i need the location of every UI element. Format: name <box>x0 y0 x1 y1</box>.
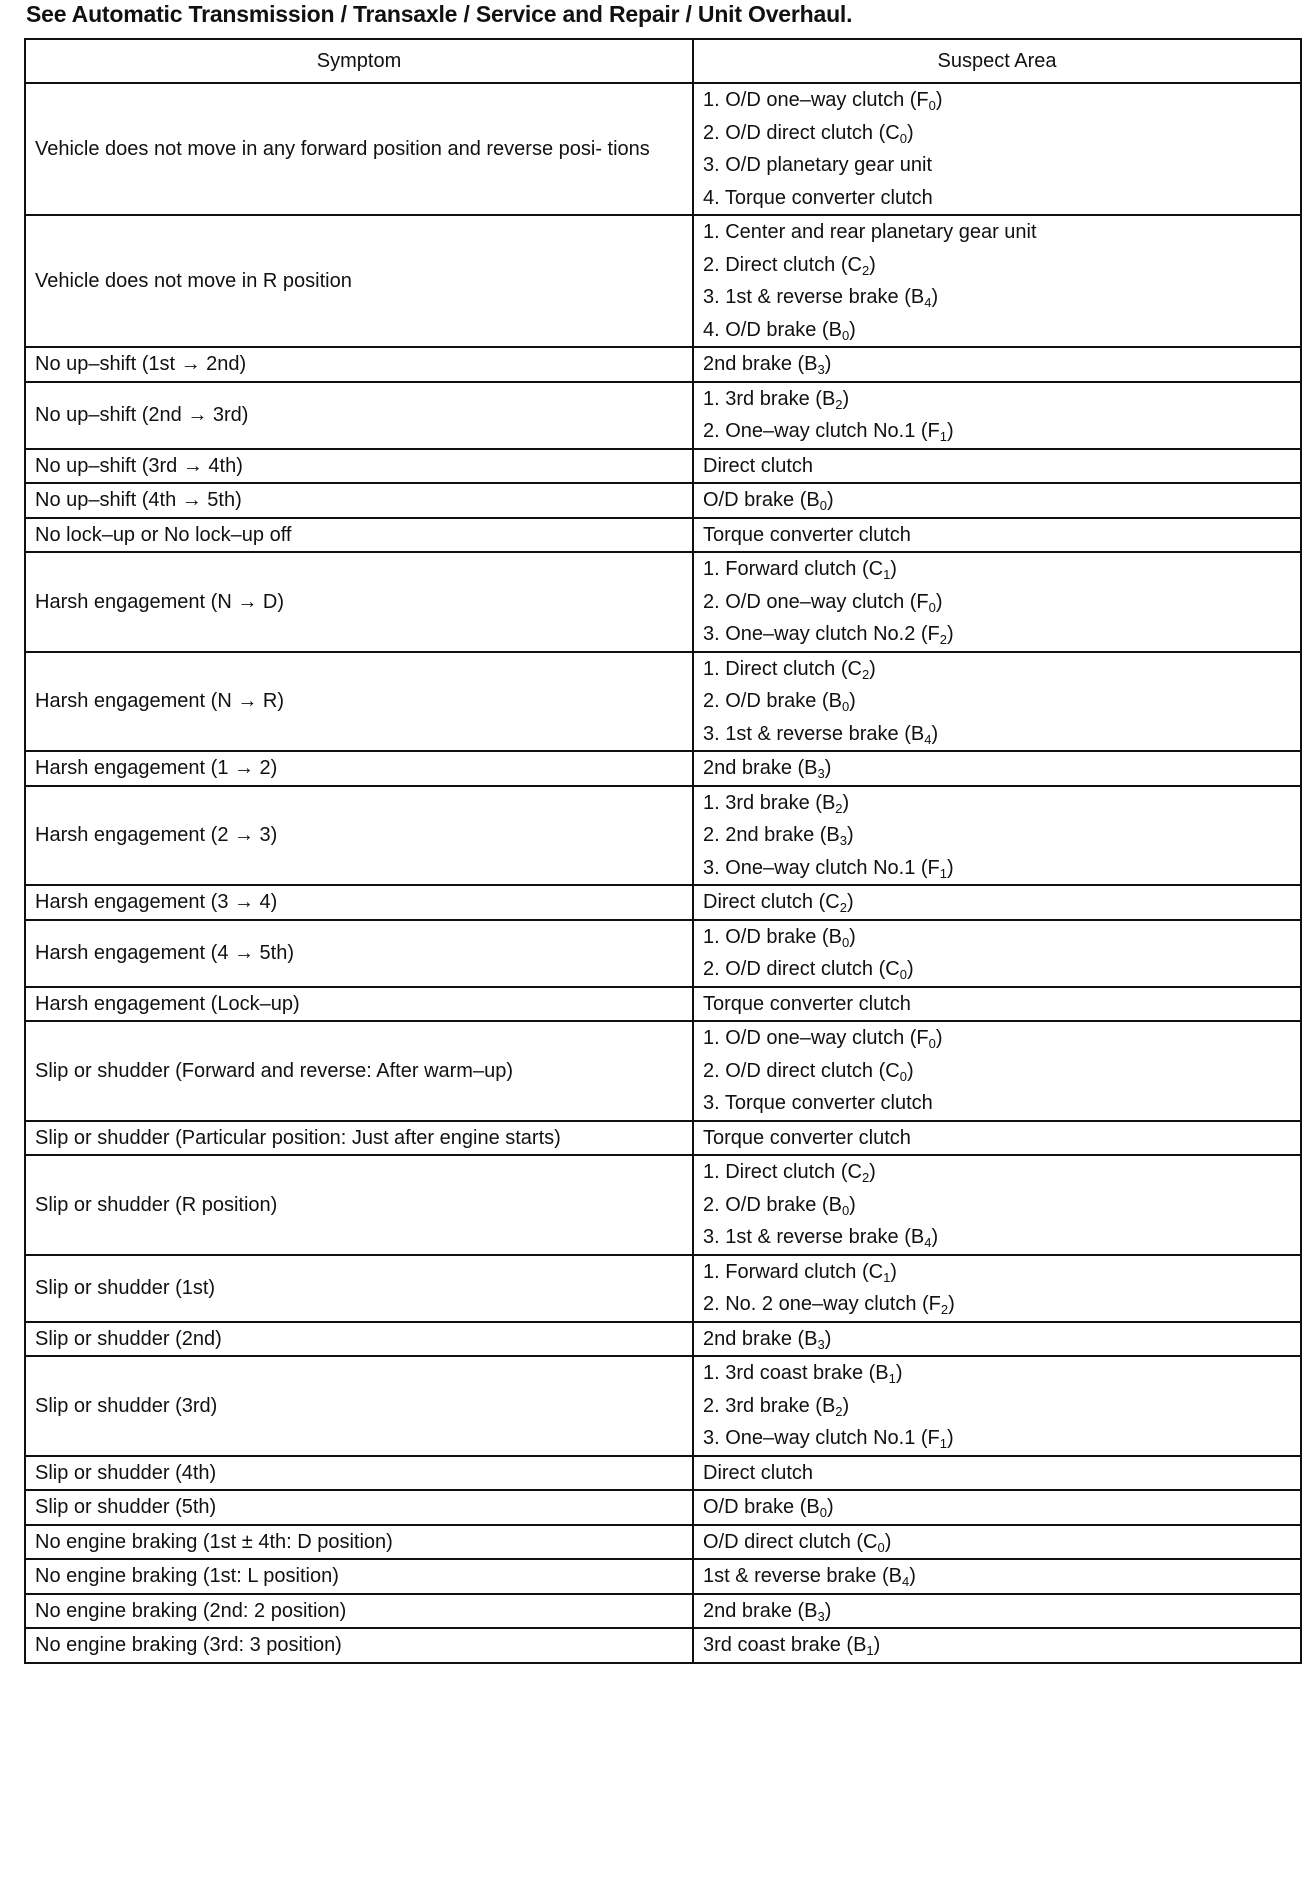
table-row <box>25 83 1301 215</box>
suspect-area-item: 2. One–way clutch No.1 $(F_1)$ <box>703 420 954 444</box>
symptom-cell: Slip or shudder (5th) <box>25 1490 693 1525</box>
suspect-area-cell <box>693 1155 1301 1255</box>
suspect-area-item: Torque converter clutch <box>703 523 911 546</box>
suspect-area-item: 2nd brake $(B_3)$ <box>703 1327 832 1352</box>
symptom-cell: Slip or shudder (R position) <box>25 1155 693 1255</box>
table-row <box>25 920 1301 987</box>
suspect-area-item: 3rd coast brake $(B_1)$ <box>703 1634 881 1658</box>
suspect-area-cell <box>693 1525 1301 1560</box>
symptom-cell: No up–shift (4th → 5th) <box>25 483 693 518</box>
suspect-area-cell <box>693 1490 1301 1525</box>
suspect-area-cell <box>693 786 1301 886</box>
suspect-area-item: Direct clutch <box>703 1461 814 1484</box>
table-row <box>25 786 1301 886</box>
suspect-area-item: 1. O/D brake $(B_0)$ <box>703 925 856 950</box>
suspect-area-cell <box>693 652 1301 752</box>
suspect-area-item: 1. Direct clutch $(C_2)$ <box>703 657 876 682</box>
table-row <box>25 1525 1301 1560</box>
symptom-cell: Vehicle does not move in R position <box>25 215 693 347</box>
suspect-area-item: O/D brake $(B_0)$ <box>703 1496 834 1520</box>
suspect-area-item: 2nd brake $(B_3)$ <box>703 1599 832 1624</box>
symptom-cell: Slip or shudder (1st) <box>25 1255 693 1322</box>
suspect-area-cell <box>693 1559 1301 1594</box>
symptom-cell: No up–shift (1st → 2nd) <box>25 347 693 382</box>
table-row <box>25 1356 1301 1456</box>
table-row <box>25 1121 1301 1156</box>
suspect-area-item: 3. 1st & reverse brake $(B_4)$ <box>703 1226 939 1250</box>
suspect-area-item: 3. 1st & reverse brake $(B_4)$ <box>703 286 939 310</box>
suspect-area-item: Torque converter clutch <box>703 1126 911 1149</box>
symptom-cell: Slip or shudder (Forward and reverse: After warm–up) <box>25 1021 693 1121</box>
suspect-area-item: 1. Forward clutch $(C_1)$ <box>703 1260 897 1285</box>
symptom-cell: No lock–up or No lock–up off <box>25 518 693 553</box>
table-row <box>25 518 1301 553</box>
symptom-cell: Slip or shudder (2nd) <box>25 1322 693 1357</box>
suspect-area-column-header: Suspect Area <box>693 39 1301 83</box>
symptom-cell: Harsh engagement (N → R) <box>25 652 693 752</box>
suspect-area-item: 4. Torque converter clutch <box>703 186 933 209</box>
suspect-area-cell <box>693 215 1301 347</box>
suspect-area-cell <box>693 751 1301 786</box>
table-row <box>25 652 1301 752</box>
symptom-cell: Slip or shudder (Particular position: Just after engine starts) <box>25 1121 693 1156</box>
suspect-area-item: 2. O/D brake $(B_0)$ <box>703 690 856 714</box>
suspect-area-item: 2. No. 2 one–way clutch $(F_2)$ <box>703 1293 955 1317</box>
suspect-area-item: O/D brake $(B_0)$ <box>703 489 834 513</box>
suspect-area-cell <box>693 83 1301 215</box>
suspect-area-cell <box>693 1021 1301 1121</box>
symptom-column-header: Symptom <box>25 39 693 83</box>
suspect-area-item: 1. O/D one–way clutch $(F_0)$ <box>703 1027 943 1051</box>
symptom-cell: Harsh engagement (Lock–up) <box>25 987 693 1022</box>
table-row <box>25 347 1301 382</box>
suspect-area-cell <box>693 1121 1301 1156</box>
suspect-area-item: 3. 1st & reverse brake $(B_4)$ <box>703 722 939 747</box>
symptom-cell: Slip or shudder (3rd) <box>25 1356 693 1456</box>
symptom-cell: Harsh engagement (N → D) <box>25 552 693 652</box>
table-row <box>25 449 1301 484</box>
suspect-area-item: 1st & reverse brake $(B_4)$ <box>703 1565 916 1589</box>
table-header-row <box>25 39 1301 83</box>
suspect-area-item: 2. Direct clutch $(C_2)$ <box>703 253 876 278</box>
suspect-area-item: 2nd brake $(B_3)$ <box>703 757 832 781</box>
suspect-area-cell <box>693 347 1301 382</box>
table-row <box>25 1490 1301 1525</box>
suspect-area-item: 3. One–way clutch No.1 $(F_1)$ <box>703 856 954 881</box>
suspect-area-item: 2. O/D direct clutch $(C_0)$ <box>703 121 914 146</box>
suspect-area-item: Torque converter clutch <box>703 992 911 1015</box>
table-row <box>25 987 1301 1022</box>
table-row <box>25 1322 1301 1357</box>
symptom-cell: No up–shift (2nd → 3rd) <box>25 382 693 449</box>
table-row <box>25 885 1301 920</box>
suspect-area-cell <box>693 1456 1301 1491</box>
table-row <box>25 1456 1301 1491</box>
symptom-cell: Harsh engagement (4 → 5th) <box>25 920 693 987</box>
table-row <box>25 382 1301 449</box>
suspect-area-item: 2. 3rd brake $(B_2)$ <box>703 1394 850 1419</box>
suspect-area-cell <box>693 920 1301 987</box>
suspect-area-item: Direct clutch <box>703 454 814 477</box>
table-row <box>25 1255 1301 1322</box>
suspect-area-item: 2. 2nd brake $(B_3)$ <box>703 824 854 848</box>
table-row <box>25 552 1301 652</box>
suspect-area-item: 1. 3rd brake $(B_2)$ <box>703 387 850 412</box>
suspect-area-item: 2nd brake $(B_3)$ <box>703 353 832 377</box>
suspect-area-item: 2. O/D brake $(B_0)$ <box>703 1193 856 1218</box>
suspect-area-item: 3. Torque converter clutch <box>703 1092 933 1114</box>
suspect-area-cell <box>693 987 1301 1022</box>
suspect-area-item: 2. O/D one–way clutch $(F_0)$ <box>703 590 943 615</box>
table-row <box>25 1628 1301 1663</box>
suspect-area-item: 3. One–way clutch No.2 $(F_2)$ <box>703 623 954 647</box>
suspect-area-item: 1. 3rd coast brake $(B_1)$ <box>703 1362 903 1386</box>
symptom-cell: Slip or shudder (4th) <box>25 1456 693 1491</box>
suspect-area-item: 2. O/D direct clutch $(C_0)$ <box>703 958 914 982</box>
suspect-area-cell <box>693 1628 1301 1663</box>
table-row <box>25 751 1301 786</box>
suspect-area-item: 1. O/D one–way clutch $(F_0)$ <box>703 89 943 113</box>
symptom-cell: Harsh engagement (2 → 3) <box>25 786 693 886</box>
suspect-area-cell <box>693 483 1301 518</box>
symptom-cell: No up–shift (3rd → 4th) <box>25 449 693 484</box>
suspect-area-item: 3. O/D planetary gear unit <box>703 154 933 176</box>
suspect-area-item: 1. 3rd brake $(B_2)$ <box>703 791 850 816</box>
symptom-cell: No engine braking (1st ± 4th: D position) <box>25 1525 693 1560</box>
table-row <box>25 1021 1301 1121</box>
suspect-area-item: 3. One–way clutch No.1 $(F_1)$ <box>703 1427 954 1451</box>
symptom-cell: No engine braking (3rd: 3 position) <box>25 1628 693 1663</box>
table-row <box>25 215 1301 347</box>
suspect-area-cell <box>693 518 1301 553</box>
symptom-cell: Harsh engagement (3 → 4) <box>25 885 693 920</box>
suspect-area-item: 1. Center and rear planetary gear unit <box>703 221 1037 243</box>
suspect-area-cell <box>693 382 1301 449</box>
suspect-area-cell <box>693 1594 1301 1629</box>
suspect-area-item: O/D direct clutch $(C_0)$ <box>703 1530 892 1555</box>
symptom-cell: Harsh engagement (1 → 2) <box>25 751 693 786</box>
table-row <box>25 1559 1301 1594</box>
suspect-area-item: Direct clutch $(C_2)$ <box>703 891 854 915</box>
table-row <box>25 483 1301 518</box>
suspect-area-cell <box>693 1255 1301 1322</box>
symptom-cell: No engine braking (2nd: 2 position) <box>25 1594 693 1629</box>
page-heading: See Automatic Transmission / Transaxle / Service and Repair / Unit Overhaul. <box>26 1 853 27</box>
suspect-area-item: 1. Direct clutch $(C_2)$ <box>703 1161 876 1185</box>
suspect-area-cell <box>693 552 1301 652</box>
suspect-area-cell <box>693 1322 1301 1357</box>
table-row <box>25 1155 1301 1255</box>
diagnosis-table <box>24 38 1302 1664</box>
table-row <box>25 1594 1301 1629</box>
suspect-area-cell <box>693 885 1301 920</box>
symptom-cell: No engine braking (1st: L position) <box>25 1559 693 1594</box>
suspect-area-item: 2. O/D direct clutch $(C_0)$ <box>703 1059 914 1084</box>
symptom-cell: Vehicle does not move in any forward position and reverse posi- tions <box>25 83 693 215</box>
suspect-area-cell <box>693 1356 1301 1456</box>
suspect-area-cell <box>693 449 1301 484</box>
suspect-area-item: 4. O/D brake $(B_0)$ <box>703 318 856 343</box>
suspect-area-item: 1. Forward clutch $(C_1)$ <box>703 558 897 582</box>
